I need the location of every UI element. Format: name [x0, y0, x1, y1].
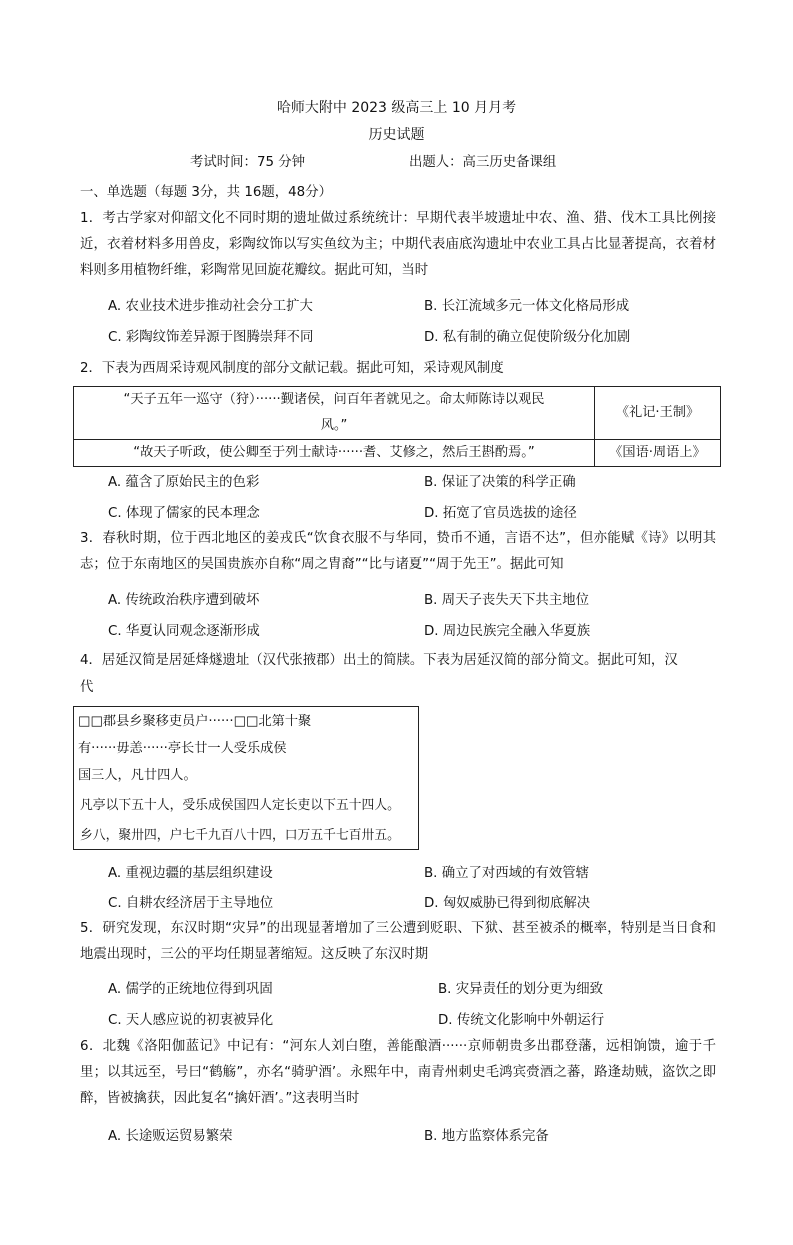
question-4-option-b: B. 确立了对西域的有效管辖: [424, 866, 589, 881]
table-cell-line: “天子五年一巡守（狩）······觐诸侯，问百年者就见之。命太师陈诗以观民: [123, 392, 545, 407]
question-1-stem: 1．考古学家对仰韶文化不同时期的遗址做过系统统计：早期代表半坡遗址中农、渔、猎、伐木工具比例接近，衣着材料多用兽皮，彩陶纹饰以写实鱼纹为主；中期代表庙底沟遗址中农业工具占比显著提高，衣着材料则多用植物纤维，彩陶常见回旋花瓣纹。据此可知，当时: [80, 211, 716, 278]
question-3-option-c: C. 华夏认同观念逐渐形成: [108, 624, 260, 639]
question-3-option-a: A. 传统政治秩序遭到破坏: [108, 593, 260, 608]
question-2-option-c: C. 体现了儒家的民本理念: [108, 506, 260, 521]
question-2-option-d: D. 拓宽了官员选拔的途径: [424, 506, 577, 521]
source-line: □□郡县乡聚移吏员户······□□北第十聚: [78, 714, 312, 729]
table-row: [74, 387, 721, 440]
table-row: [74, 440, 721, 467]
question-3-option-b: B. 周天子丧失天下共主地位: [424, 593, 589, 608]
table-cell-line: “故天子听政，使公卿至于列士献诗······耆、艾修之，然后王斟酌焉。”: [133, 445, 535, 460]
question-6-stem: 6．北魏《洛阳伽蓝记》中记有：“河东人刘白堕，善能酿酒······京师朝贵多出郡登藩，远相饷馈，逾于千里；以其远至，号曰“鹤觞”，亦名“骑驴酒’。永熙年中，南青州刺史毛鸿宾赍酒之蕃，路逢劫贼，盗饮之即醉，皆被擒获，因此复名“擒奸酒’。”这表明当时: [80, 1039, 716, 1106]
question-3-option-d: D. 周边民族完全融入华夏族: [424, 624, 591, 639]
question-6-option-a: A. 长途贩运贸易繁荣: [108, 1129, 233, 1144]
table-cell-source: 《国语·周语上》: [595, 440, 721, 467]
question-1-option-c: C. 彩陶纹饰差异源于图腾崇拜不同: [108, 330, 314, 345]
exam-title: 哈师大附中 2023 级高三上 10 月月考: [276, 100, 517, 116]
question-6-option-b: B. 地方监察体系完备: [424, 1129, 549, 1144]
question-5-option-a: A. 儒学的正统地位得到巩固: [108, 982, 273, 997]
table-cell-text: [74, 387, 595, 440]
question-1-option-a: A. 农业技术进步推动社会分工扩大: [108, 299, 313, 314]
table-cell-text: [74, 440, 595, 467]
exam-subtitle: 历史试题: [368, 127, 425, 143]
question-4-stem: 4．居延汉简是居延烽燧遗址（汉代张掖郡）出土的简牍。下表为居延汉简的部分简文。据此可知，汉: [80, 653, 678, 668]
question-4-option-c: C. 自耕农经济居于主导地位: [108, 896, 274, 911]
question-4-option-a: A. 重视边疆的基层组织建设: [108, 866, 273, 881]
exam-time: 考试时间：75 分钟: [190, 155, 306, 170]
exam-author: 出题人：高三历史备课组: [409, 155, 557, 170]
question-5-stem: 5．研究发现，东汉时期“灾异”的出现显著增加了三公遭到贬职、下狱、甚至被杀的概率，特别是当日食和地震出现时，三公的平均任期显著缩短。这反映了东汉时期: [80, 921, 716, 962]
question-5-option-c: C. 天人感应说的初衷被异化: [108, 1013, 274, 1028]
question-1-option-d: D. 私有制的确立促使阶级分化加剧: [424, 330, 631, 345]
source-line: 有······毋恙······亭长廿一人受乐成侯: [78, 741, 287, 756]
source-line: 凡亭以下五十人，受乐成侯国四人定长吏以下五十四人。: [80, 798, 400, 813]
question-5-option-d: D. 传统文化影响中外朝运行: [438, 1013, 605, 1028]
source-line: 国三人，凡廿四人。: [78, 768, 197, 783]
question-4-stem-continued: 代: [80, 680, 94, 695]
section-heading: 一、单选题（每题 3分，共 16题，48分）: [80, 185, 332, 200]
question-3-stem: 3．春秋时期，位于西北地区的姜戎氏“饮食衣服不与华同，贽币不通，言语不达”，但亦能赋《诗》以明其志；位于东南地区的吴国贵族亦自称“周之胄裔”“比与诸夏”“周于先王”。据此可知: [80, 531, 716, 572]
question-2-option-b: B. 保证了决策的科学正确: [424, 475, 576, 490]
question-4-option-d: D. 匈奴威胁已得到彻底解决: [424, 896, 591, 911]
question-5-option-b: B. 灾异责任的划分更为细致: [438, 982, 603, 997]
source-line: 乡八，聚卅四，户七千九百八十四，口万五千七百卅五。: [80, 828, 400, 843]
question-2-option-a: A. 蕴含了原始民主的色彩: [108, 475, 260, 490]
table-cell-source: 《礼记·王制》: [595, 387, 721, 440]
question-1-option-b: B. 长江流域多元一体文化格局形成: [424, 299, 630, 314]
table-cell-line: 风。”: [320, 418, 348, 433]
question-2-source-table: [73, 386, 721, 467]
question-2-stem: 2．下表为西周采诗观风制度的部分文献记载。据此可知，采诗观风制度: [80, 361, 504, 376]
